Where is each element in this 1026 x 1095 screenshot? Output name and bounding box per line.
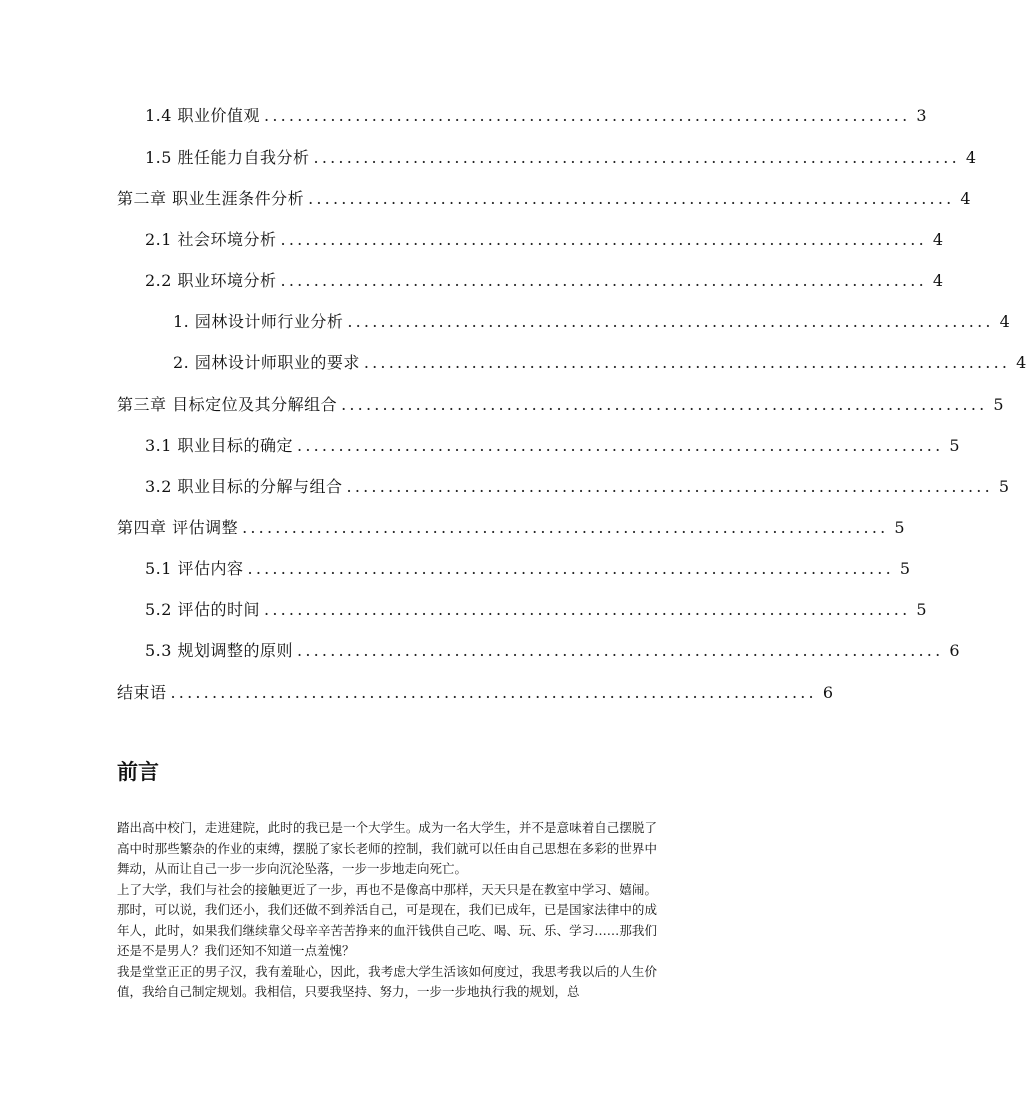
toc-entry[interactable] — [173, 309, 1010, 335]
toc-page-number: 4 — [960, 189, 971, 208]
preface-paragraph: 我是堂堂正正的男子汉，我有羞耻心，因此，我考虑大学生活该如何度过，我思考我以后的人生价值，我给自己制定规划。我相信，只要我坚持、努力，一步一步地执行我的规划，总 — [117, 963, 657, 999]
toc-entry-label: 5.2 评估的时间 — [145, 600, 261, 619]
toc-page-number: 5 — [916, 600, 927, 619]
toc-leader-dots: .............................................................................. — [341, 395, 988, 414]
preface-body — [117, 818, 657, 1003]
toc-entry[interactable] — [145, 145, 977, 171]
toc-leader-dots: .............................................................................. — [170, 683, 817, 702]
toc-entry[interactable] — [145, 638, 960, 664]
toc-page-number: 4 — [932, 271, 944, 290]
toc-leader-dots: .............................................................................. — [264, 106, 911, 125]
toc-entry[interactable] — [117, 680, 834, 706]
toc-entry-label: 3.2 职业目标的分解与组合 — [145, 477, 343, 496]
toc-leader-dots: .............................................................................. — [297, 436, 944, 455]
toc-entry-label: 1.5 胜任能力自我分析 — [145, 148, 310, 167]
toc-entry[interactable] — [145, 268, 944, 294]
toc-entry-label: 第三章 目标定位及其分解组合 — [117, 395, 338, 414]
toc-page-number: 5 — [894, 518, 905, 537]
toc-page-number: 4 — [932, 230, 944, 249]
toc-leader-dots: .............................................................................. — [297, 641, 944, 660]
preface-paragraph: 踏出高中校门，走进建院，此时的我已是一个大学生。成为一名大学生，并不是意味着自己摆脱了高中时那些繁杂的作业的束缚，摆脱了家长老师的控制，我们就可以任由自己思想在多彩的世界中舞动，从而让自己一步一步向沉沦坠落，一步一步地走向死亡。 — [117, 820, 657, 876]
toc-entry-label: 第二章 职业生涯条件分析 — [117, 189, 305, 208]
toc-entry[interactable] — [145, 227, 944, 253]
toc-page-number: 5 — [998, 477, 1010, 496]
toc-leader-dots: .............................................................................. — [313, 148, 960, 167]
toc-entry-label: 结束语 — [117, 683, 167, 702]
toc-entry-label: 2. 园林设计师职业的要求 — [173, 353, 360, 372]
preface-heading: 前言 — [117, 760, 159, 784]
toc-entry-label: 1.4 职业价值观 — [145, 106, 261, 125]
toc-entry[interactable] — [117, 515, 905, 541]
toc-leader-dots: .............................................................................. — [280, 271, 927, 290]
toc-leader-dots: .............................................................................. — [347, 312, 994, 331]
toc-page-number: 6 — [949, 641, 960, 660]
toc-entry-label: 5.3 规划调整的原则 — [145, 641, 294, 660]
toc-page-number: 3 — [916, 106, 927, 125]
toc-leader-dots: .............................................................................. — [247, 559, 894, 578]
toc-leader-dots: .............................................................................. — [280, 230, 927, 249]
toc-leader-dots: .............................................................................. — [346, 477, 993, 496]
toc-entry-label: 2.1 社会环境分析 — [145, 230, 277, 249]
toc-entry[interactable] — [145, 103, 927, 129]
toc-page-number: 5 — [949, 436, 960, 455]
toc-page-number: 5 — [899, 559, 911, 578]
toc-leader-dots: .............................................................................. — [363, 353, 1011, 372]
toc-entry[interactable] — [145, 597, 927, 623]
toc-entry[interactable] — [173, 350, 1026, 376]
toc-entry-label: 2.2 职业环境分析 — [145, 271, 277, 290]
toc-leader-dots: .............................................................................. — [242, 518, 889, 537]
preface-paragraph: 上了大学，我们与社会的接触更近了一步，再也不是像高中那样，天天只是在教室中学习、嬉闹。那时，可以说，我们还小，我们还做不到养活自己，可是现在，我们已成年，已是国家法律中的成年人，此时，如果我们继续靠父母辛辛苦苦挣来的血汗钱供自己吃、喝、玩、乐、学习……那我们还是不是男人？我们还知不知道一点羞愧？ — [117, 881, 657, 958]
toc-entry[interactable] — [145, 474, 1010, 500]
toc-entry-label: 3.1 职业目标的确定 — [145, 436, 294, 455]
toc-leader-dots: .............................................................................. — [264, 600, 911, 619]
toc-page-number: 6 — [822, 683, 834, 702]
toc-entry[interactable] — [117, 186, 971, 212]
toc-page-number: 5 — [993, 395, 1004, 414]
toc-entry[interactable] — [145, 433, 960, 459]
toc-page-number: 4 — [965, 148, 977, 167]
toc-entry[interactable] — [145, 556, 911, 582]
toc-entry[interactable] — [117, 392, 1004, 418]
toc-entry-label: 1. 园林设计师行业分析 — [173, 312, 344, 331]
toc-entry-label: 5.1 评估内容 — [145, 559, 244, 578]
toc-leader-dots: .............................................................................. — [308, 189, 955, 208]
toc-entry-label: 第四章 评估调整 — [117, 518, 239, 537]
toc-page-number: 4 — [1016, 353, 1026, 372]
toc-page-number: 4 — [999, 312, 1010, 331]
